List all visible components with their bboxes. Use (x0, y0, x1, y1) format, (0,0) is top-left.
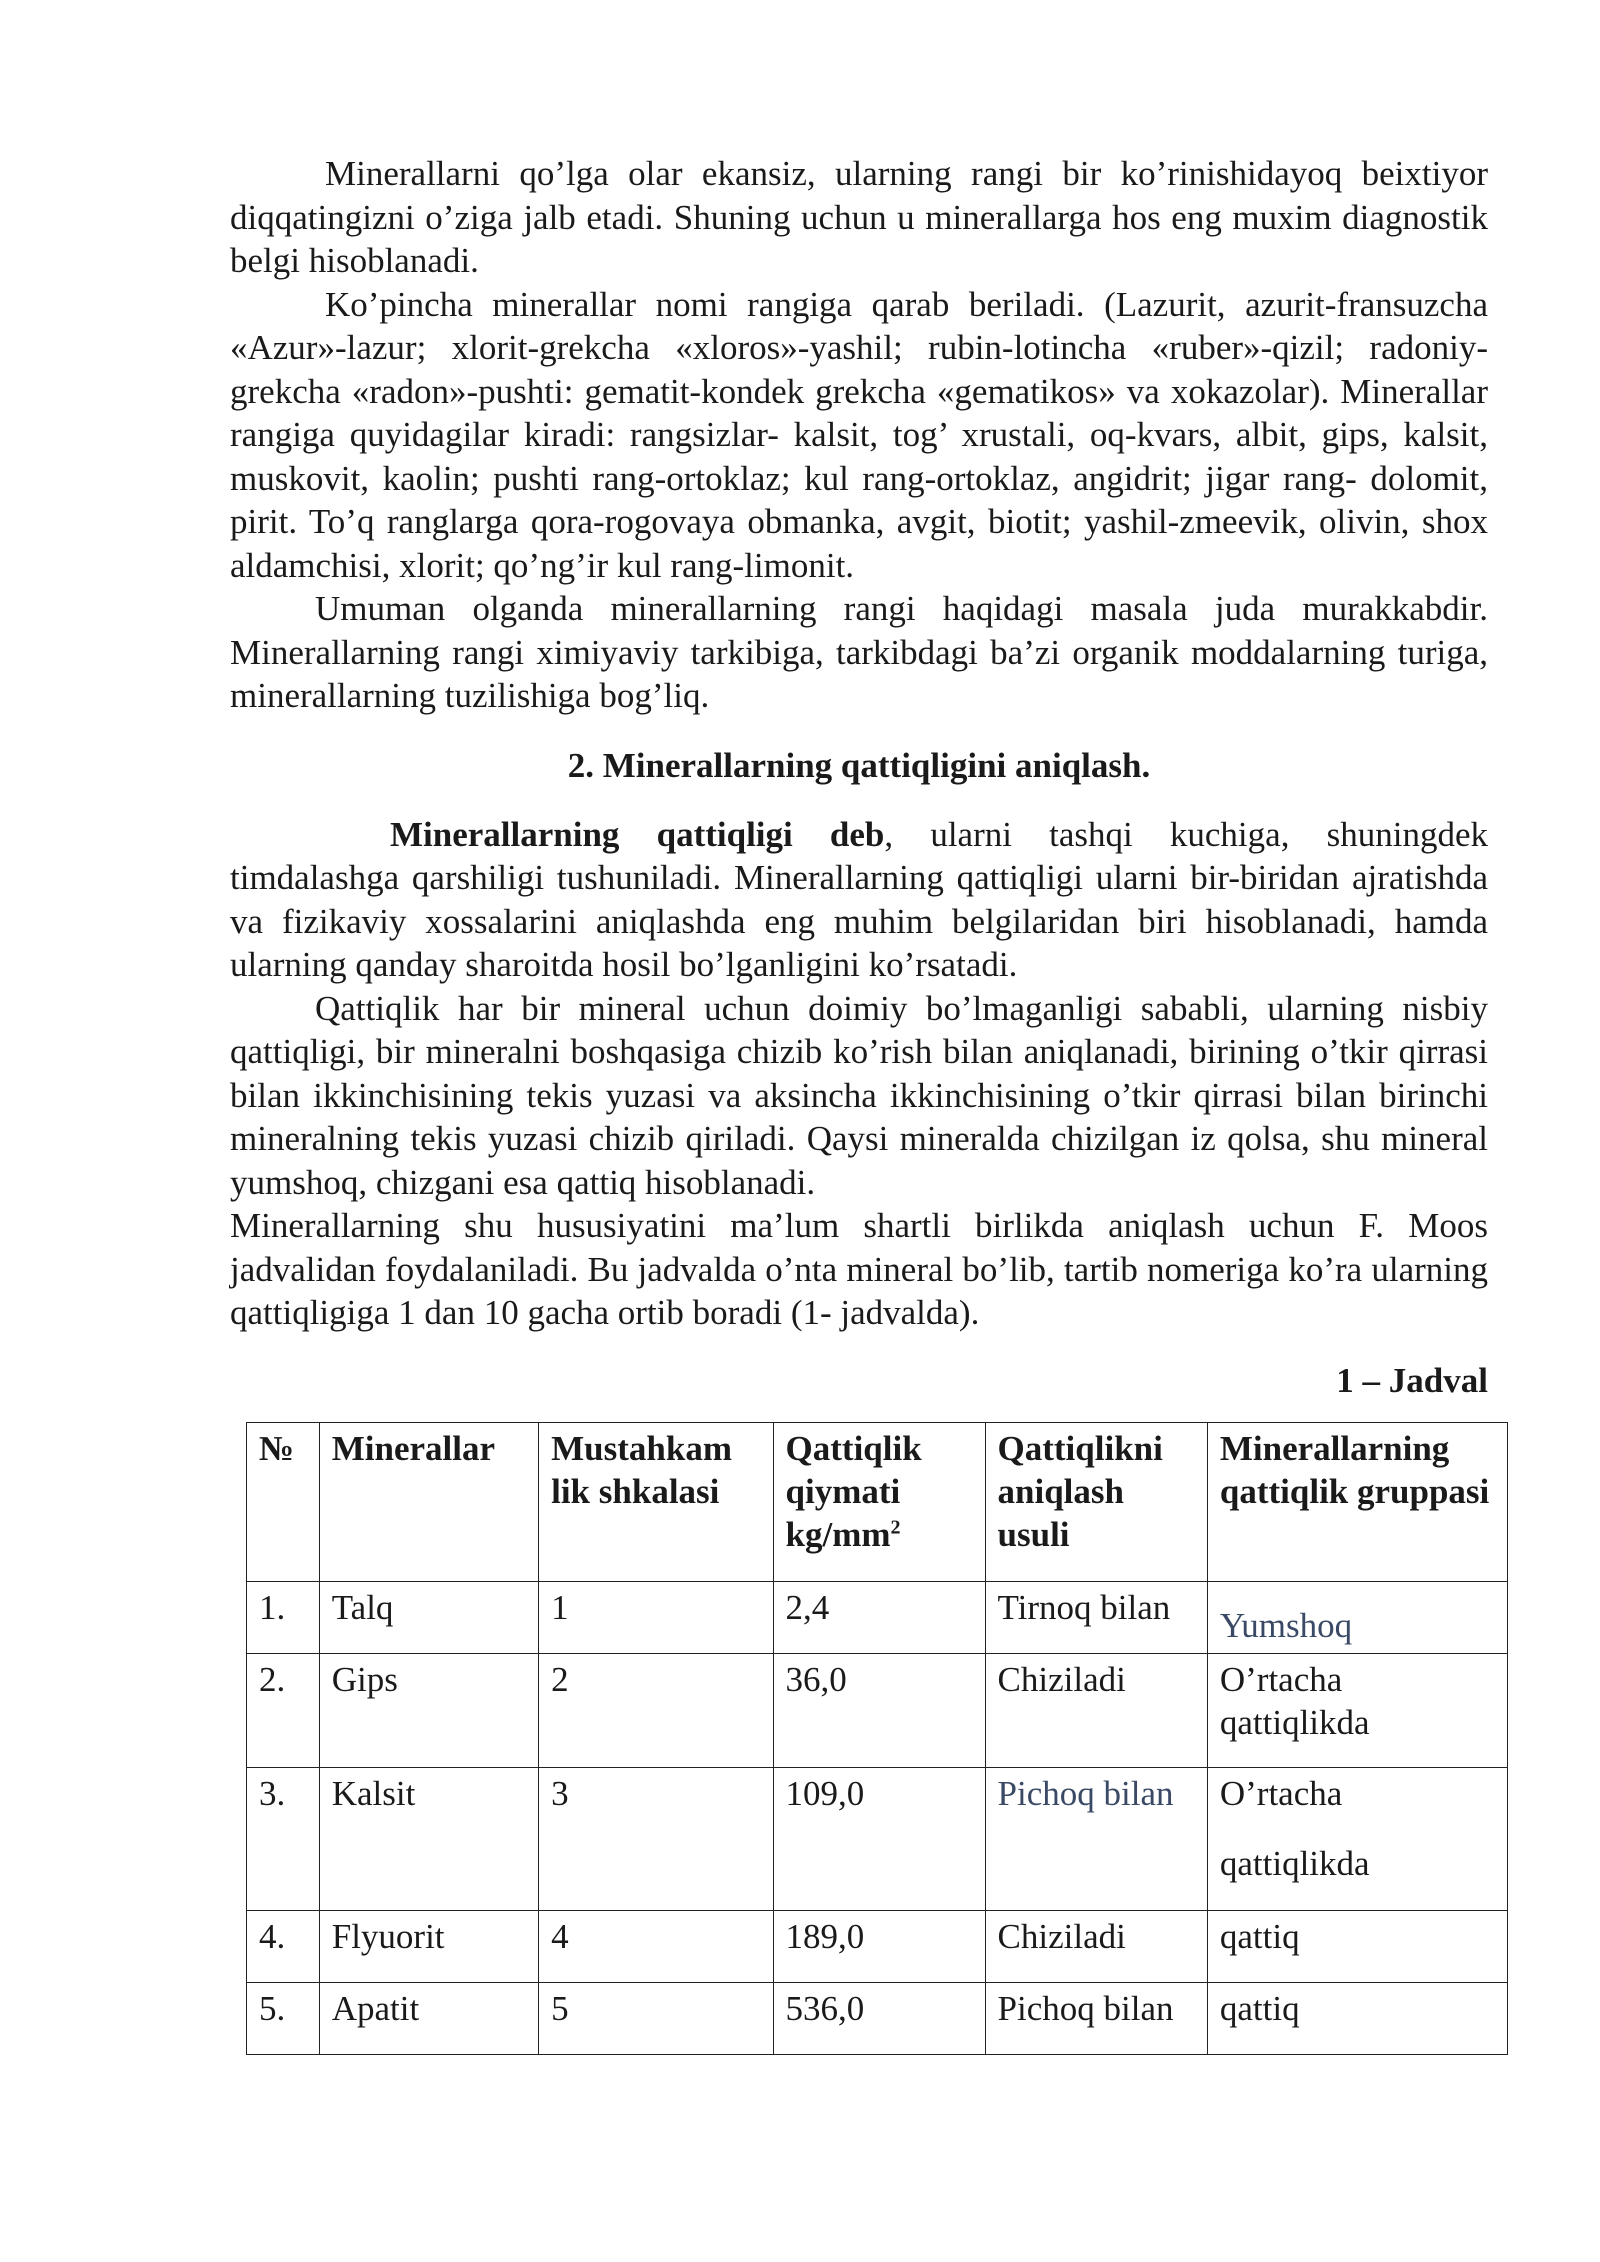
cell-value: 109,0 (773, 1767, 985, 1910)
cell-scale: 1 (539, 1581, 773, 1653)
table-row (247, 1982, 1508, 2054)
cell-mineral: Kalsit (319, 1767, 538, 1910)
table-row (247, 1767, 1508, 1910)
cell-mineral: Talq (319, 1581, 538, 1653)
table-header-row (247, 1422, 1508, 1581)
cell-group: qattiq (1207, 1982, 1507, 2054)
header-number: № (247, 1422, 320, 1581)
cell-group: O’rtacha qattiqlikda (1207, 1653, 1507, 1767)
cell-group: qattiq (1207, 1910, 1507, 1982)
paragraph-4-term: Minerallarning qattiqligi deb (390, 814, 885, 854)
cell-mineral: Gips (319, 1653, 538, 1767)
table-row (247, 1581, 1508, 1653)
header-minerals: Minerallar (319, 1422, 538, 1581)
header-group: Minerallarning qattiqlik gruppasi (1207, 1422, 1507, 1581)
cell-number: 1. (247, 1581, 320, 1653)
paragraph-5: Qattiqlik har bir mineral uchun doimiy bo’lmaganligi sababli, ularning nisbiy qattiqligi, bir mineralni boshqasiga chizib ko’rish bilan aniqlanadi, birining o’tkir qirrasi bilan ikkinchisining tekis yuzasi va aksincha ikkinchisining o’tkir qirrasi bilan birinchi mineralning tekis yuzasi chizib qiriladi. Qaysi mineralda chizilgan iz qolsa, shu mineral yumshoq, chizgani esa qattiq hisoblanadi. (230, 988, 1488, 1202)
cell-group-line-1: O’rtacha (1219, 1773, 1343, 1813)
cell-number: 2. (247, 1653, 320, 1767)
cell-method: Chiziladi (985, 1653, 1207, 1767)
cell-scale: 3 (539, 1767, 773, 1910)
document-page (230, 152, 1488, 2055)
paragraph-4 (230, 813, 1488, 987)
cell-value: 2,4 (773, 1581, 985, 1653)
cell-scale: 4 (539, 1910, 773, 1982)
mohs-hardness-table (246, 1422, 1508, 2055)
header-hardness-value (773, 1422, 985, 1581)
cell-group (1207, 1767, 1507, 1910)
cell-mineral: Flyuorit (319, 1910, 538, 1982)
cell-number: 4. (247, 1910, 320, 1982)
paragraph-1: Minerallarni qo’lga olar ekansiz, ularning rangi bir ko’rinishidayoq beixtiyor diqqatingizni o’ziga jalb etadi. Shuning uchun u minerallarga hos eng muxim diagnostik belgi hisoblanadi. (230, 154, 1488, 280)
header-hardness-value-text: Qattiqlik qiymati kg/mm (785, 1428, 922, 1554)
cell-method: Tirnoq bilan (985, 1581, 1207, 1653)
cell-scale: 2 (539, 1653, 773, 1767)
header-unit-superscript: 2 (890, 1515, 901, 1538)
cell-value: 189,0 (773, 1910, 985, 1982)
cell-number: 3. (247, 1767, 320, 1910)
cell-scale: 5 (539, 1982, 773, 2054)
cell-method: Pichoq bilan (985, 1982, 1207, 2054)
cell-method: Chiziladi (985, 1910, 1207, 1982)
cell-method: Pichoq bilan (985, 1767, 1207, 1910)
section-heading: 2. Minerallarning qattiqligini aniqlash. (567, 745, 1151, 785)
cell-group: Yumshoq (1207, 1581, 1507, 1653)
paragraph-2: Ko’pincha minerallar nomi rangiga qarab beriladi. (Lazurit, azurit-fransuzcha «Azur»-lazur; xlorit-grekcha «xloros»-yashil; rubin-lotincha «ruber»-qizil; radoniy-grekcha «radon»-pushti: gematit-kondek grekcha «gematikos» va xokazolar). Minerallar rangiga quyidagilar kiradi: rangsizlar- kalsit, tog’ xrustali, oq-kvars, albit, gips, kalsit, muskovit, kaolin; pushti rang-ortoklaz; kul rang-ortoklaz, angidrit; jigar rang- dolomit, pirit. To’q ranglarga qora-rogovaya obmanka, avgit, biotit; yashil-zmeevik, olivin, shox aldamchisi, xlorit; qo’ng’ir kul rang-limonit. (230, 284, 1488, 585)
table-row (247, 1910, 1508, 1982)
table-row (247, 1653, 1508, 1767)
header-scale: Mustahkam lik shkalasi (539, 1422, 773, 1581)
paragraph-4-text: , ularni tashqi kuchiga, shuningdek timdalashga qarshiligi tushuniladi. Minerallarning qattiqligi ularni bir-biridan ajratishda va fizikaviy xossalarini aniqlashda eng muhim belgilaridan biri hisoblanadi, hamda ularning qanday sharoitda hosil bo’lganligini ko’rsatadi. (230, 814, 1488, 984)
header-method: Qattiqlikni aniqlash usuli (985, 1422, 1207, 1581)
cell-group-line-2: qattiqlikda (1219, 1843, 1370, 1883)
cell-value: 536,0 (773, 1982, 985, 2054)
table-caption: 1 – Jadval (1336, 1360, 1488, 1400)
cell-mineral: Apatit (319, 1982, 538, 2054)
cell-number: 5. (247, 1982, 320, 2054)
paragraph-6: Minerallarning shu hususiyatini ma’lum shartli birlikda aniqlash uchun F. Moos jadvalidan foydalaniladi. Bu jadvalda o’nta mineral bo’lib, tartib nomeriga ko’ra ularning qattiqligiga 1 dan 10 gacha ortib boradi (1- jadvalda). (230, 1206, 1488, 1332)
paragraph-3: Umuman olganda minerallarning rangi haqidagi masala juda murakkabdir. Minerallarning rangi ximiyaviy tarkibiga, tarkibdagi ba’zi organik moddalarning turiga, minerallarning tuzilishiga bog’liq. (230, 589, 1488, 715)
cell-value: 36,0 (773, 1653, 985, 1767)
